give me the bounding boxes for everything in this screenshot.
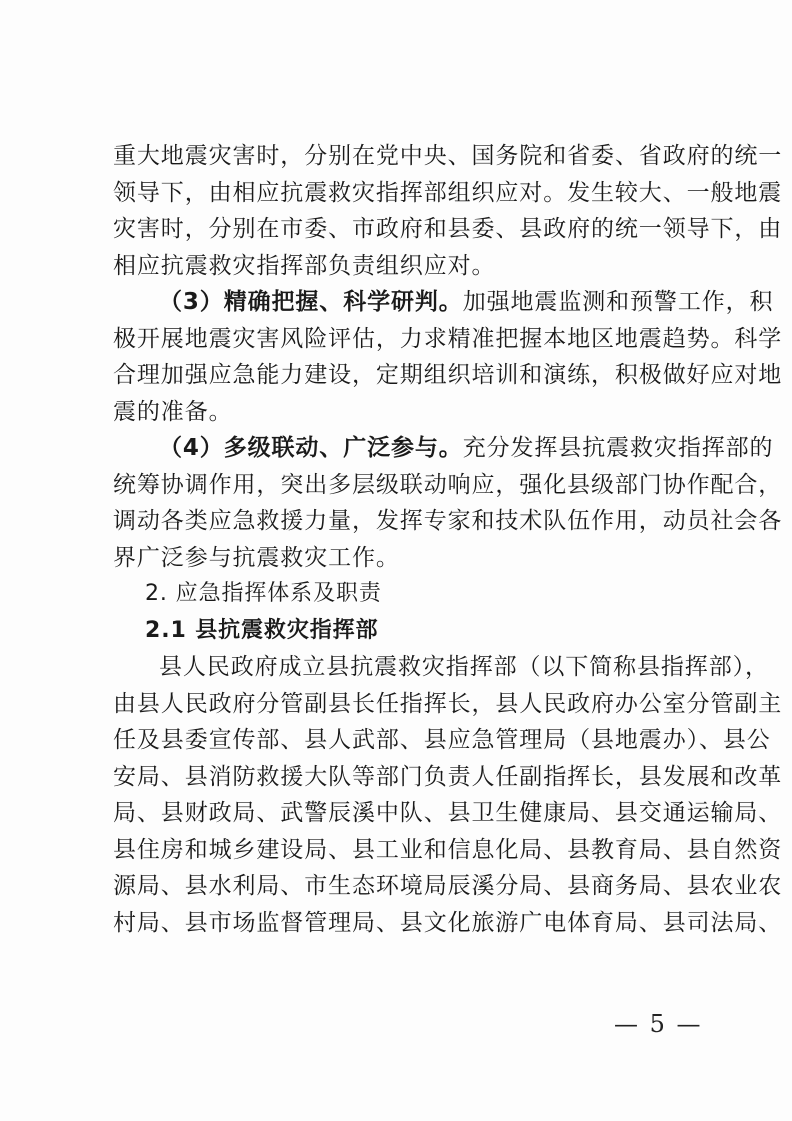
text-line: 源局、县水利局、市生态环境局辰溪分局、县商务局、县农业农 [113,873,783,899]
text-line: 局、县财政局、武警辰溪中队、县卫生健康局、县交通运输局、 [113,800,783,826]
text-line: 相应抗震救灾指挥部负责组织应对。 [113,252,496,279]
text-line [113,284,774,321]
bold-lead: （4）多级联动、广泛参与。 [159,435,463,461]
text-line: 领导下，由相应抗震救灾指挥部组织应对。发生较大、一般地震 [113,179,783,206]
text-line: 调动各类应急救援力量，发挥专家和技术队伍作用，动员社会各 [113,508,783,534]
text-line: 界广泛参与抗震救灾工作。 [113,544,400,571]
text-run: 充分发挥县抗震救灾指挥部的 [462,435,774,461]
text-line: 安局、县消防救援大队等部门负责人任副指挥长，县发展和改革 [113,763,783,790]
text-line [113,430,774,467]
paragraph-3 [113,430,783,576]
text-line: 县人民政府成立县抗震救灾指挥部（以下简称县指挥部）， [159,654,769,680]
document-body [113,138,783,941]
text-line: 灾害时，分别在市委、市政府和县委、县政府的统一领导下，由 [113,216,783,242]
text-run: 加强地震监测和预警工作，积 [462,289,774,315]
paragraph-4 [113,649,783,941]
text-line: 由县人民政府分管副县长任指挥长，县人民政府办公室分管副主 [113,690,783,717]
text-line: 统筹协调作用，突出多层级联动响应，强化县级部门协作配合， [113,471,783,498]
text-line: 村局、县市场监督管理局、县文化旅游广电体育局、县司法局、 [113,909,783,936]
text-line: 合理加强应急能力建设，定期组织培训和演练，积极做好应对地 [113,362,783,388]
bold-lead: （3）精确把握、科学研判。 [159,289,463,315]
paragraph-2 [113,284,783,430]
subsection-heading: 2.1 县抗震救灾指挥部 [145,617,379,643]
text-line: 极开展地震灾害风险评估，力求精准把握本地区地震趋势。科学 [113,325,783,352]
section-heading: 2. 应急指挥体系及职责 [145,581,382,606]
text-line: 县住房和城乡建设局、县工业和信息化局、县教育局、县自然资 [113,836,783,863]
text-line: 任及县委宣传部、县人武部、县应急管理局（县地震办）、县公 [113,727,771,753]
paragraph-1 [113,138,783,284]
text-line: 震的准备。 [113,398,233,425]
text-line: 重大地震灾害时，分别在党中央、国务院和省委、省政府的统一 [113,143,783,169]
page-number: — 5 — [614,1010,703,1038]
